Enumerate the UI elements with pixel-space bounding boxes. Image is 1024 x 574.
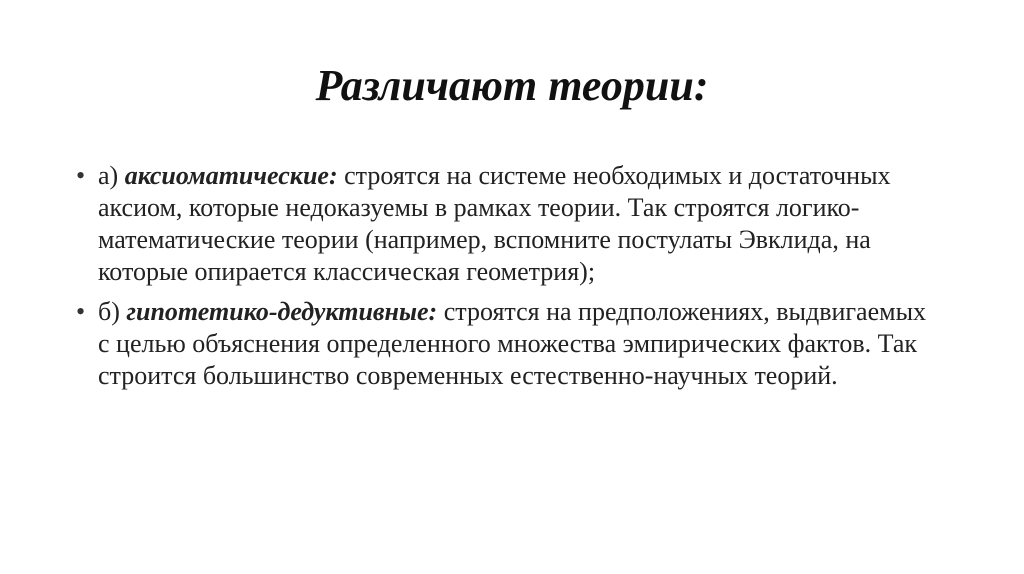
- bullet-term: гипотетико-дедуктивные:: [126, 297, 438, 326]
- bullet-text: строятся на системе необходимых и достаточных аксиом, которые недоказуемы в рамках теории. Так строятся логико-математические теории (например, вспомните постулаты Эвклида, на которые опирается классическая геометрия);: [98, 161, 891, 286]
- slide-title: Различают теории:: [315, 61, 709, 110]
- bullet-prefix: а): [98, 161, 125, 190]
- bullet-marker: •: [76, 297, 86, 326]
- bullet-list: [76, 160, 936, 400]
- bullet-text: строятся на предположениях, выдвигаемых с целью объяснения определенного множества эмпирических фактов. Так строится большинство современных естественно-научных теорий.: [98, 297, 927, 390]
- bullet-marker: •: [76, 161, 86, 190]
- bullet-prefix: б): [98, 297, 127, 326]
- bullet-term: аксиоматические:: [124, 161, 338, 190]
- bullet-item-axiomatic: [76, 160, 936, 288]
- bullet-item-hypothetico-deductive: [76, 296, 936, 392]
